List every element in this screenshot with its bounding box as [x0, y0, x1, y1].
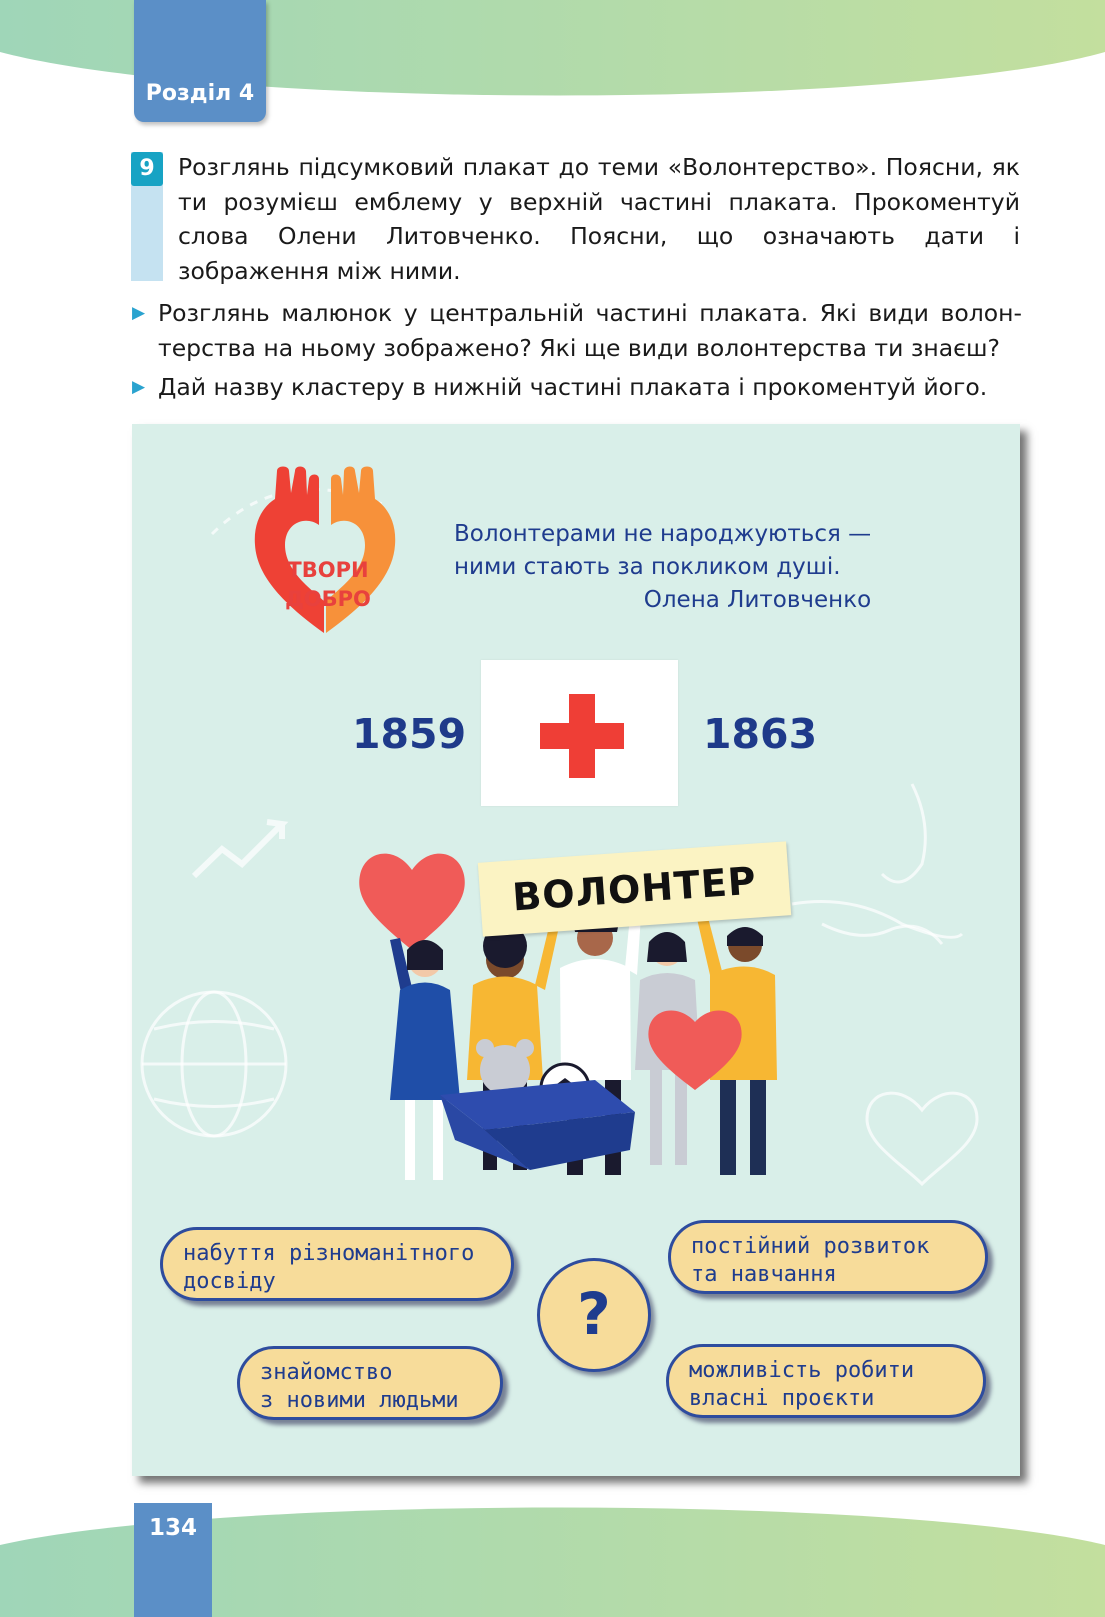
bullet-text: Дай назву кластеру в нижній частині плаката і прокоментуй його. — [158, 373, 988, 401]
emblem-text — [267, 556, 389, 614]
cluster-center-question: ? — [537, 1258, 651, 1372]
cluster-item-line: власні проєкти — [689, 1386, 875, 1411]
red-cross-icon — [540, 694, 624, 778]
cluster-item-line: та навчання — [691, 1262, 837, 1287]
cluster-item — [668, 1220, 988, 1294]
emblem-line: ДОБРО — [285, 587, 371, 611]
triangle-bullet-icon: ▶ — [132, 377, 146, 397]
cluster-item — [237, 1346, 503, 1420]
section-label: Розділ 4 — [145, 81, 255, 106]
volunteer-quote — [454, 518, 871, 617]
cluster-item-line: можливість робити — [689, 1358, 915, 1383]
cluster-item-line: досвіду — [183, 1269, 276, 1294]
bullet-item — [132, 296, 1022, 365]
cluster-item-line: набуття різноманітного — [183, 1241, 475, 1266]
emblem-line: ТВОРИ — [287, 558, 369, 582]
year-left: 1859 — [352, 710, 467, 758]
task-text: Розглянь підсумковий плакат до теми «Волонтерство». Поясни, як ти розумієш емблему у верхній частині плаката. Прокоментуй слова Олени Литовченко. Поясни, що означають дати і зображення між ними. — [178, 153, 1020, 285]
page-number: 134 — [148, 1515, 197, 1541]
quote-line: ними стають за покликом душі. — [454, 554, 841, 580]
bullet-item — [132, 370, 1022, 405]
cluster-item — [666, 1344, 986, 1418]
bullet-text: Розглянь малюнок у центральній частині плаката. Які види волонтерства на ньому зображено? Які ще види волонтерства ти знаєш? — [158, 299, 1022, 362]
banner-text: ВОЛОНТЕР — [510, 858, 759, 920]
task-number: 9 — [131, 152, 163, 186]
section-tab — [134, 0, 266, 122]
year-right: 1863 — [703, 710, 818, 758]
cluster-item-line: знайомство — [260, 1360, 393, 1385]
cluster-item — [160, 1227, 514, 1301]
cluster-item-line: з новими людьми — [260, 1388, 459, 1413]
triangle-bullet-icon: ▶ — [132, 303, 146, 323]
cluster-item-line: постійний розвиток — [691, 1234, 930, 1259]
page-number-tab — [134, 1503, 212, 1617]
quote-line: Волонтерами не народжуються — — [454, 521, 872, 547]
quote-author: Олена Литовченко — [643, 587, 872, 613]
